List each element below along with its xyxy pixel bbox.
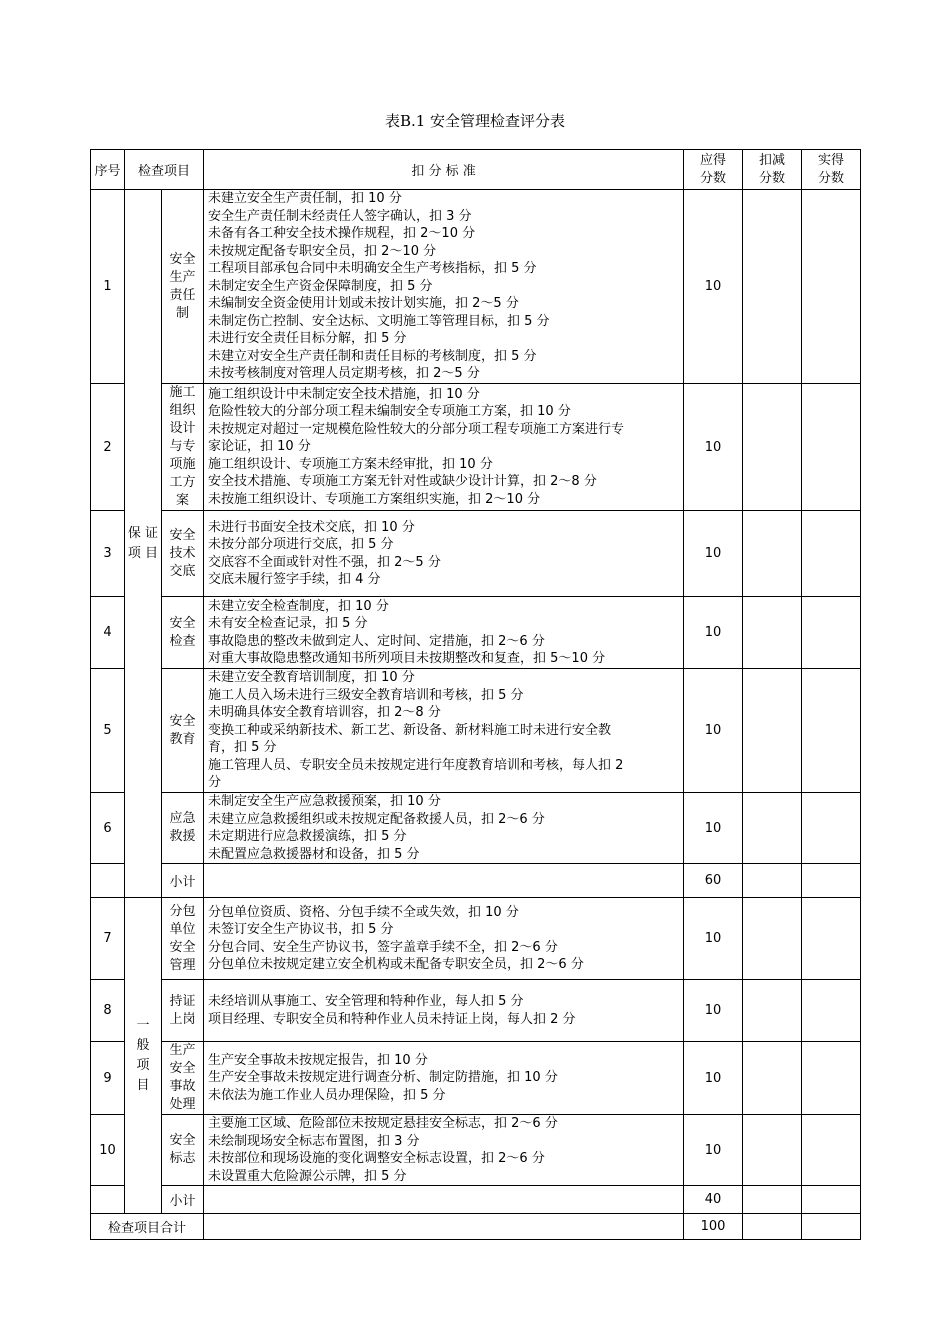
standard-line: 家论证，扣 10 分 [208, 439, 311, 455]
check-item-name [162, 190, 204, 384]
deduct-score-cell [743, 1115, 802, 1186]
deduction-standards [204, 511, 684, 597]
subtotal-row [91, 864, 861, 898]
deduct-score-cell [743, 511, 802, 597]
standard-line: 未按规定对超过一定规模危险性较大的分部分项工程专项施工方案进行专 [208, 421, 625, 437]
check-item-name [162, 384, 204, 511]
actual-score-cell [802, 1214, 861, 1240]
check-item-name [162, 1042, 204, 1115]
standard-line: 未按规定配备专职安全员，扣 2～10 分 [208, 243, 437, 259]
group-label-general [125, 898, 162, 1214]
check-item-line: 案 [176, 493, 190, 508]
standard-line: 交底容不全面或针对性不强，扣 2～5 分 [208, 554, 441, 570]
check-item-line: 技术 [169, 545, 196, 561]
total-row [91, 1214, 861, 1240]
check-item-line: 管理 [169, 957, 196, 973]
check-item-line: 制 [176, 305, 190, 321]
table-row [91, 384, 861, 511]
deduction-standards [204, 980, 684, 1042]
standard-line: 施工管理人员、专职安全员未按规定进行年度教育培训和考核，每人扣 2 [208, 757, 624, 773]
standard-line: 未签订安全生产协议书，扣 5 分 [208, 922, 394, 937]
due-score-cell: 10 [684, 1115, 743, 1186]
deduct-score-cell [743, 669, 802, 793]
row-number: 5 [91, 669, 125, 793]
subtotal-label: 小计 [162, 864, 204, 898]
group-label-line: 般 [136, 1037, 150, 1053]
table-row [91, 511, 861, 597]
check-item-line: 安全 [169, 615, 196, 631]
subtotal-score: 60 [684, 864, 743, 898]
check-item-line: 安全 [169, 527, 196, 543]
deduct-score-cell [743, 980, 802, 1042]
check-item-name [162, 898, 204, 980]
row-number: 4 [91, 597, 125, 669]
due-score-cell: 10 [684, 384, 743, 511]
standard-line: 未经培训从事施工、安全管理和特种作业，每人扣 5 分 [208, 994, 524, 1009]
total-score: 100 [684, 1214, 743, 1240]
check-item-name [162, 597, 204, 669]
actual-score-cell [802, 190, 861, 384]
check-item-line: 设计 [169, 421, 196, 436]
actual-score-cell [802, 597, 861, 669]
standard-line: 事故隐患的整改未做到定人、定时间、定措施，扣 2～6 分 [208, 633, 545, 649]
header-check-item: 检查项目 [125, 150, 204, 190]
table-title: 表B.1 安全管理检查评分表 [384, 112, 566, 130]
actual-score-cell [802, 793, 861, 864]
standard-line: 未按施工组织设计、专项施工方案组织实施，扣 2～10 分 [208, 491, 541, 507]
standard-line: 未建立安全生产责任制，扣 10 分 [208, 191, 402, 207]
check-item-line: 施工 [169, 385, 196, 400]
table-row [91, 597, 861, 669]
due-score-cell: 10 [684, 1042, 743, 1115]
standard-line: 未设置重大危险源公示牌，扣 5 分 [208, 1168, 407, 1184]
check-item-line: 项施 [169, 457, 196, 472]
header-actual-score: 实得 分数 [802, 150, 861, 190]
standard-line: 施工组织设计中未制定安全技术措施，扣 10 分 [208, 386, 480, 402]
actual-score-cell [802, 898, 861, 980]
standard-line: 未有安全检查记录，扣 5 分 [208, 616, 368, 631]
check-item-line: 标志 [169, 1151, 196, 1166]
standard-line: 项目经理、专职安全员和特种作业人员未持证上岗，每人扣 2 分 [208, 1011, 576, 1027]
standard-line: 安全技术措施、专项施工方案无针对性或缺少设计计算，扣 2～8 分 [208, 474, 597, 490]
deduct-score-cell [743, 1186, 802, 1214]
subtotal-label: 小计 [162, 1186, 204, 1214]
standard-line: 未备有各工种安全技术操作规程，扣 2～10 分 [208, 226, 476, 242]
group-label-line: 一 [136, 1017, 150, 1033]
group-label-line: 目 [136, 1077, 150, 1093]
subtotal-score: 40 [684, 1186, 743, 1214]
actual-score-cell [802, 980, 861, 1042]
standard-line: 未建立对安全生产责任制和责任目标的考核制度，扣 5 分 [208, 348, 537, 364]
standard-line: 未建立安全检查制度，扣 10 分 [208, 598, 389, 614]
table-row [91, 1115, 861, 1186]
actual-score-cell [802, 384, 861, 511]
row-number: 8 [91, 980, 125, 1042]
standard-line: 未制定伤亡控制、安全达标、文明施工等管理目标，扣 5 分 [208, 313, 550, 329]
row-number [91, 1186, 125, 1214]
group-label-line: 保 证 [127, 525, 159, 541]
check-item-name [162, 1115, 204, 1186]
standard-line: 育，扣 5 分 [208, 740, 277, 756]
actual-score-cell [802, 864, 861, 898]
deduction-standards [204, 190, 684, 384]
standard-line: 未建立安全教育培训制度，扣 10 分 [208, 670, 415, 686]
standard-line: 未按考核制度对管理人员定期考核，扣 2～5 分 [208, 366, 480, 382]
standard-line: 分包合同、安全生产协议书，签字盖章手续不全，扣 2～6 分 [208, 939, 558, 955]
deduction-standards [204, 898, 684, 980]
group-label-line: 项 目 [127, 545, 159, 561]
standard-line: 未制定安全生产应急救援预案，扣 10 分 [208, 794, 441, 809]
standard-line: 未进行安全责任目标分解，扣 5 分 [208, 331, 407, 347]
check-item-line: 组织 [169, 403, 196, 418]
deduction-standards [204, 597, 684, 669]
standard-line: 工程项目部承包合同中未明确安全生产考核指标，扣 5 分 [208, 261, 537, 277]
check-item-line: 责任 [169, 287, 196, 303]
deduct-score-cell [743, 1042, 802, 1115]
standard-line: 未按分部分项进行交底，扣 5 分 [208, 537, 394, 552]
check-item-line: 工方 [169, 475, 196, 490]
due-score-cell: 10 [684, 597, 743, 669]
standard-line: 生产安全事故未按规定报告，扣 10 分 [208, 1052, 428, 1068]
deduct-score-cell [743, 384, 802, 511]
standard-line: 对重大事故隐患整改通知书所列项目未按期整改和复查，扣 5～10 分 [208, 651, 606, 666]
standard-line: 分包单位资质、资格、分包手续不全或失效，扣 10 分 [208, 904, 519, 920]
standard-line: 未建立应急救援组织或未按规定配备救援人员，扣 2～6 分 [208, 811, 545, 827]
standard-line: 安全生产责任制未经责任人签字确认，扣 3 分 [208, 208, 472, 224]
standard-line: 未按部位和现场设施的变化调整安全标志设置，扣 2～6 分 [208, 1151, 545, 1166]
check-item-line: 应急 [169, 811, 196, 826]
actual-score-cell [802, 1042, 861, 1115]
check-item-line: 持证 [169, 993, 196, 1009]
row-number: 3 [91, 511, 125, 597]
actual-score-cell [802, 1115, 861, 1186]
check-item-line: 事故 [169, 1079, 196, 1094]
check-item-name [162, 669, 204, 793]
check-item-line: 安全 [169, 1061, 196, 1076]
row-number: 2 [91, 384, 125, 511]
standard-line: 生产安全事故未按规定进行调查分析、制定防措施，扣 10 分 [208, 1070, 558, 1086]
due-score-cell: 10 [684, 898, 743, 980]
check-item-line: 救援 [169, 829, 196, 844]
deduction-standards [204, 384, 684, 511]
deduct-score-cell [743, 190, 802, 384]
actual-score-cell [802, 1186, 861, 1214]
standard-line: 未绘制现场安全标志布置图，扣 3 分 [208, 1133, 420, 1149]
deduction-standards [204, 1042, 684, 1115]
safety-management-score-table [90, 149, 861, 1240]
table-row [91, 190, 861, 384]
standard-line: 交底未履行签字手续，扣 4 分 [208, 572, 381, 587]
check-item-line: 安全 [169, 713, 196, 729]
header-due-score: 应得 分数 [684, 150, 743, 190]
due-score-cell: 10 [684, 980, 743, 1042]
table-row [91, 980, 861, 1042]
total-label: 检查项目合计 [91, 1214, 204, 1240]
standard-line: 未制定安全生产资金保障制度，扣 5 分 [208, 278, 433, 294]
table-row [91, 1042, 861, 1115]
check-item-name [162, 511, 204, 597]
header-deduct-score: 扣减 分数 [743, 150, 802, 190]
check-item-line: 检查 [169, 633, 196, 649]
deduct-score-cell [743, 898, 802, 980]
deduction-standards [204, 864, 684, 898]
row-number [91, 864, 125, 898]
group-label-guarantee [125, 190, 162, 898]
check-item-line: 处理 [169, 1097, 196, 1112]
check-item-name [162, 980, 204, 1042]
standard-line: 未进行书面安全技术交底，扣 10 分 [208, 519, 415, 535]
standard-line: 未编制安全资金使用计划或未按计划实施，扣 2～5 分 [208, 296, 519, 312]
header-standard: 扣 分 标 准 [204, 150, 684, 190]
due-score-cell: 10 [684, 190, 743, 384]
standard-line: 未依法为施工作业人员办理保险，扣 5 分 [208, 1087, 446, 1103]
check-item-line: 上岗 [169, 1011, 196, 1027]
check-item-line: 安全 [169, 1133, 196, 1148]
deduct-score-cell [743, 597, 802, 669]
standard-line: 未配置应急救援器材和设备，扣 5 分 [208, 846, 420, 862]
deduction-standards [204, 669, 684, 793]
deduction-standards [204, 1214, 684, 1240]
deduct-score-cell [743, 793, 802, 864]
row-number: 10 [91, 1115, 125, 1186]
standard-line: 主要施工区域、危险部位未按规定悬挂安全标志，扣 2～6 分 [208, 1116, 558, 1131]
standard-line: 危险性较大的分部分项工程未编制安全专项施工方案，扣 10 分 [208, 404, 571, 420]
subtotal-row [91, 1186, 861, 1214]
check-item-line: 与专 [169, 439, 196, 454]
deduction-standards [204, 793, 684, 864]
table-row [91, 793, 861, 864]
check-item-line: 安全 [169, 939, 196, 955]
due-score-cell: 10 [684, 511, 743, 597]
due-score-cell: 10 [684, 793, 743, 864]
deduct-score-cell [743, 1214, 802, 1240]
deduction-standards [204, 1115, 684, 1186]
header-no: 序号 [91, 150, 125, 190]
standard-line: 未定期进行应急救援演练，扣 5 分 [208, 829, 407, 844]
due-score-cell: 10 [684, 669, 743, 793]
row-number: 6 [91, 793, 125, 864]
check-item-line: 生产 [169, 269, 196, 285]
check-item-line: 安全 [169, 251, 196, 267]
standard-line: 变换工种或采纳新技术、新工艺、新设备、新材料施工时未进行安全教 [208, 722, 612, 738]
standard-line: 施工人员入场未进行三级安全教育培训和考核，扣 5 分 [208, 687, 524, 703]
deduct-score-cell [743, 864, 802, 898]
standard-line: 分 [208, 775, 222, 791]
row-number: 9 [91, 1042, 125, 1115]
group-label-line: 项 [136, 1057, 150, 1073]
standard-line: 分包单位未按规定建立安全机构或未配备专职安全员，扣 2～6 分 [208, 957, 584, 972]
row-number: 1 [91, 190, 125, 384]
actual-score-cell [802, 511, 861, 597]
standard-line: 施工组织设计、专项施工方案未经审批，扣 10 分 [208, 456, 493, 472]
row-number: 7 [91, 898, 125, 980]
table-row [91, 669, 861, 793]
actual-score-cell [802, 669, 861, 793]
check-item-line: 教育 [169, 731, 196, 747]
standard-line: 未明确具体安全教育培训容，扣 2～8 分 [208, 705, 441, 721]
check-item-line: 分包 [169, 903, 196, 919]
check-item-line: 交底 [169, 563, 196, 579]
check-item-line: 单位 [169, 921, 196, 937]
check-item-name [162, 793, 204, 864]
table-row [91, 898, 861, 980]
header-row [91, 150, 861, 190]
check-item-line: 生产 [169, 1043, 196, 1058]
deduction-standards [204, 1186, 684, 1214]
